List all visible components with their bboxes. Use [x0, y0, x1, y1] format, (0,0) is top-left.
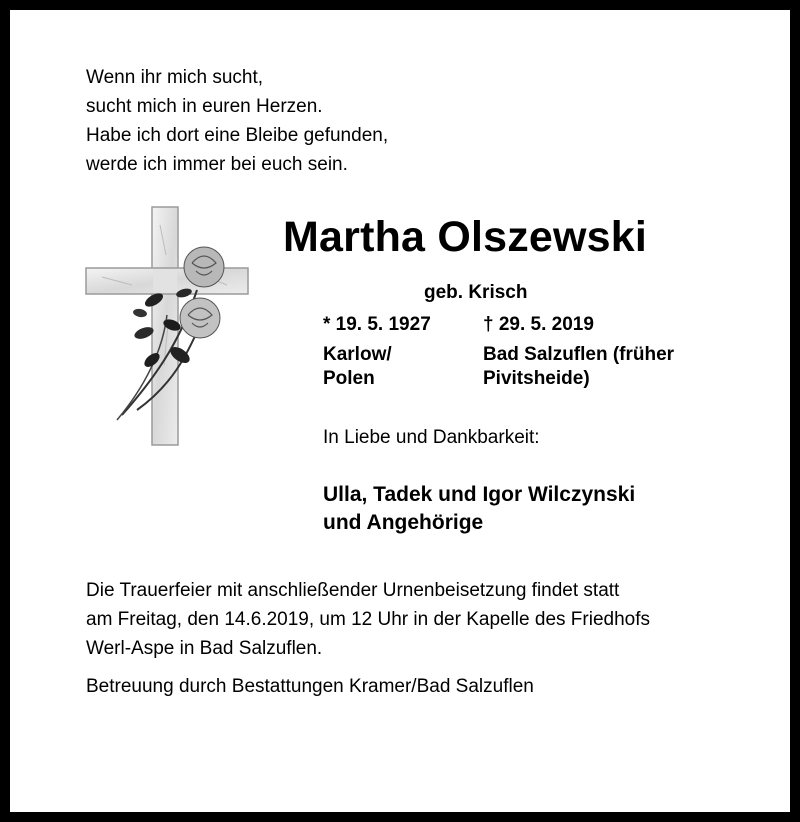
undertaker-line: Betreuung durch Bestattungen Kramer/Bad Salzuflen	[86, 676, 534, 697]
poem-line: Wenn ihr mich sucht,	[86, 67, 264, 88]
birth-date: * 19. 5. 1927	[323, 314, 431, 335]
mourners-line: Ulla, Tadek und Igor Wilczynski	[323, 483, 636, 506]
death-place-line: Pivitsheide)	[483, 368, 590, 389]
birth-place-line: Polen	[323, 368, 375, 389]
funeral-notice	[86, 576, 650, 663]
mourners-line: und Angehörige	[323, 511, 484, 534]
birth-name: geb. Krisch	[424, 282, 528, 303]
funeral-notice-line: Die Trauerfeier mit anschließender Urnenbeisetzung findet statt	[86, 580, 620, 601]
poem-line: Habe ich dort eine Bleibe gefunden,	[86, 125, 389, 146]
poem-line: werde ich immer bei euch sein.	[86, 154, 348, 175]
poem-line: sucht mich in euren Herzen.	[86, 96, 323, 117]
funeral-notice-line: Werl-Aspe in Bad Salzuflen.	[86, 638, 323, 659]
death-column	[483, 313, 674, 391]
cross-with-roses-icon	[82, 205, 252, 450]
poem	[86, 63, 388, 179]
birth-column	[323, 313, 431, 391]
birth-place-line: Karlow/	[323, 344, 392, 365]
thanks-line: In Liebe und Dankbarkeit:	[323, 427, 540, 448]
mourners	[323, 481, 635, 537]
death-date: † 29. 5. 2019	[483, 314, 594, 335]
funeral-notice-line: am Freitag, den 14.6.2019, um 12 Uhr in der Kapelle des Friedhofs	[86, 609, 650, 630]
deceased-name: Martha Olszewski	[283, 213, 648, 261]
death-place-line: Bad Salzuflen (früher	[483, 344, 675, 365]
